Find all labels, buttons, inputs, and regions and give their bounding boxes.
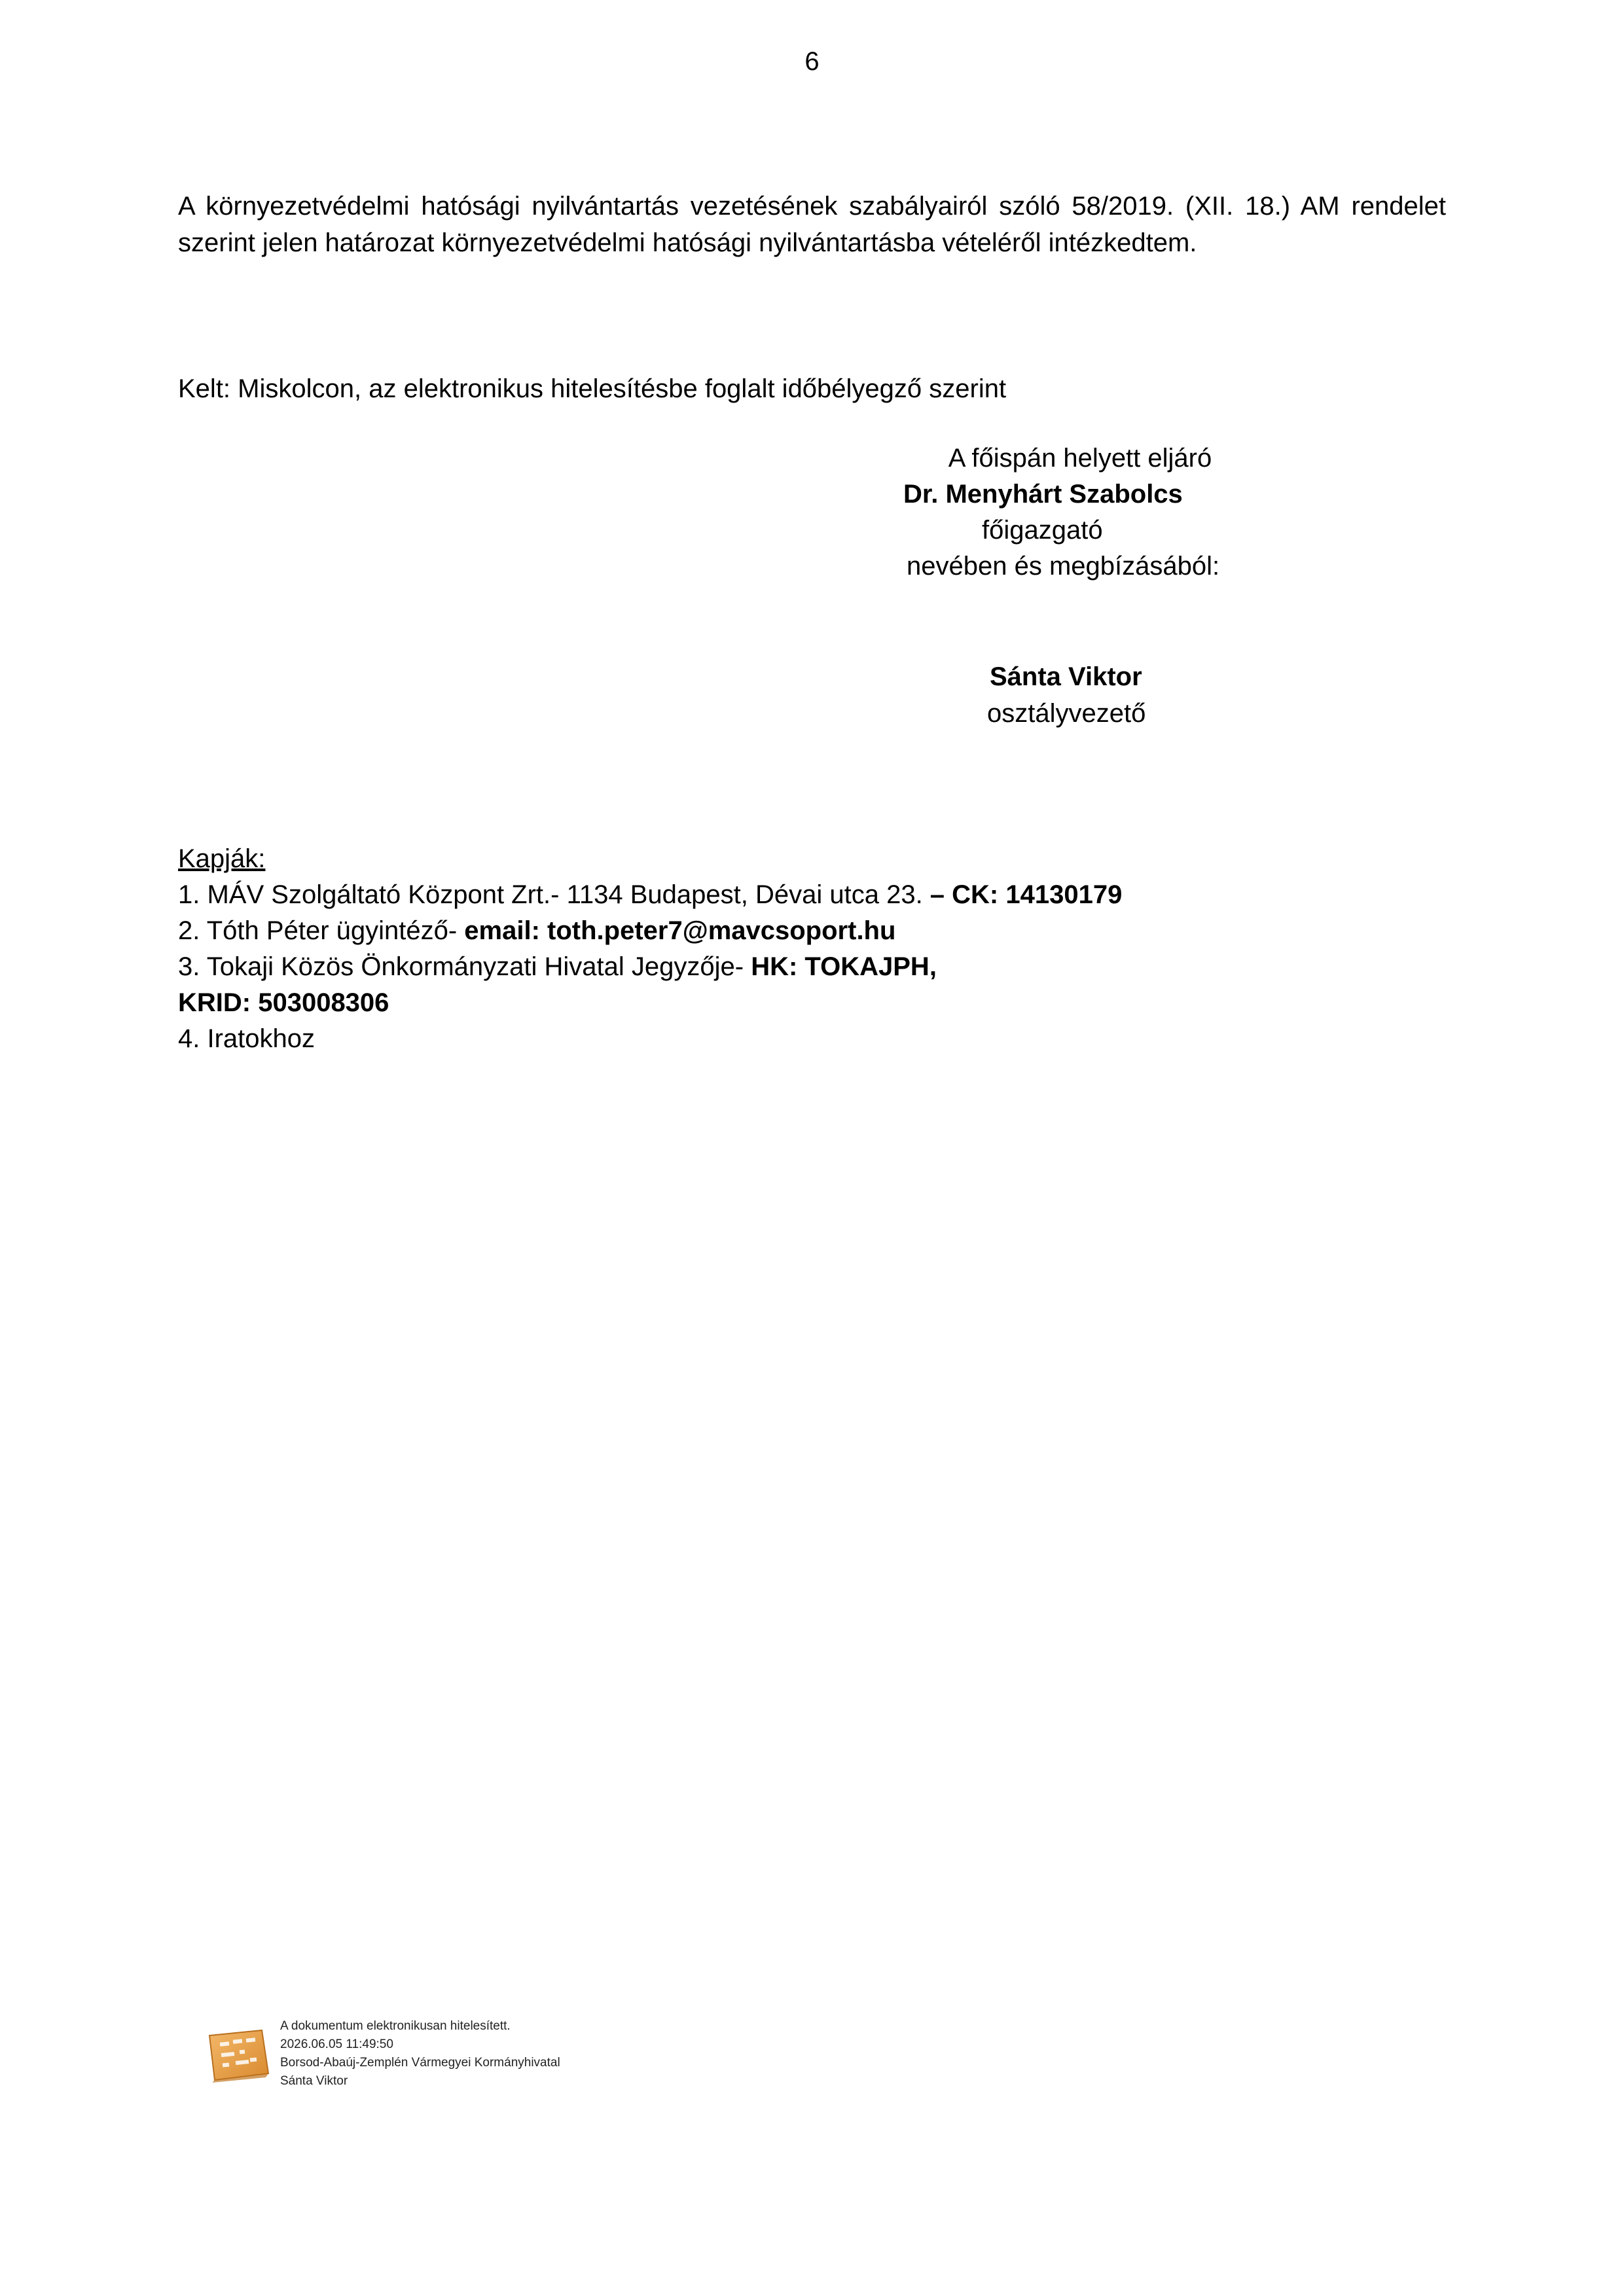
list-item <box>178 1021 1122 1057</box>
body-paragraph: A környezetvédelmi hatósági nyilvántartás vezetésének szabályairól szóló 58/2019. (XII. 18.) AM rendelet szerint jelen határozat környezetvédelmi hatósági nyilvántartásba vételéről intézkedtem. <box>178 192 1446 257</box>
recipient-email: email: toth.peter7@mavcsoport.hu <box>464 916 896 945</box>
official-title: főigazgató <box>982 516 1103 545</box>
e-signature-logo-icon <box>203 2026 274 2084</box>
stamp-signer: Sánta Viktor <box>280 2074 348 2088</box>
issue-place-date: Kelt: Miskolcon, az elektronikus hitelesítésbe foglalt időbélyegző szerint <box>178 374 1007 403</box>
recipient-text: 1. MÁV Szolgáltató Központ Zrt.- 1134 Budapest, Dévai utca 23. <box>178 880 930 909</box>
stamp-line: A dokumentum elektronikusan hitelesített. <box>280 2019 511 2033</box>
signature-block <box>818 440 1316 584</box>
recipient-text: 2. Tóth Péter ügyintéző- <box>178 916 465 945</box>
official-name: Dr. Menyhárt Szabolcs <box>903 480 1183 509</box>
on-behalf-line: nevében és megbízásából: <box>907 552 1220 581</box>
acting-line: A főispán helyett eljáró <box>948 444 1212 473</box>
recipients-heading: Kapják: <box>178 844 266 873</box>
e-signature-stamp <box>203 2017 569 2089</box>
list-item <box>178 949 1122 985</box>
recipient-text: 3. Tokaji Közös Önkormányzati Hivatal Jegyzője- <box>178 952 751 981</box>
stamp-authority: Borsod-Abaúj-Zemplén Vármegyei Kormányhivatal <box>280 2056 560 2070</box>
recipient-id: KRID: 503008306 <box>178 988 389 1017</box>
stamp-timestamp: 2026.06.05 11:49:50 <box>280 2037 393 2051</box>
list-item <box>178 913 1122 949</box>
recipients-list <box>178 841 1122 1057</box>
recipient-id: – CK: 14130179 <box>929 880 1123 909</box>
page-number: 6 <box>804 47 820 76</box>
signer-title: osztályvezető <box>987 699 1146 728</box>
recipient-text: 4. Iratokhoz <box>178 1024 316 1053</box>
signer-block <box>884 658 1250 732</box>
list-item <box>178 985 1122 1021</box>
signer-name: Sánta Viktor <box>990 662 1142 691</box>
list-item <box>178 877 1122 913</box>
recipient-id: HK: TOKAJPH, <box>751 952 937 981</box>
stamp-text <box>280 2017 560 2090</box>
